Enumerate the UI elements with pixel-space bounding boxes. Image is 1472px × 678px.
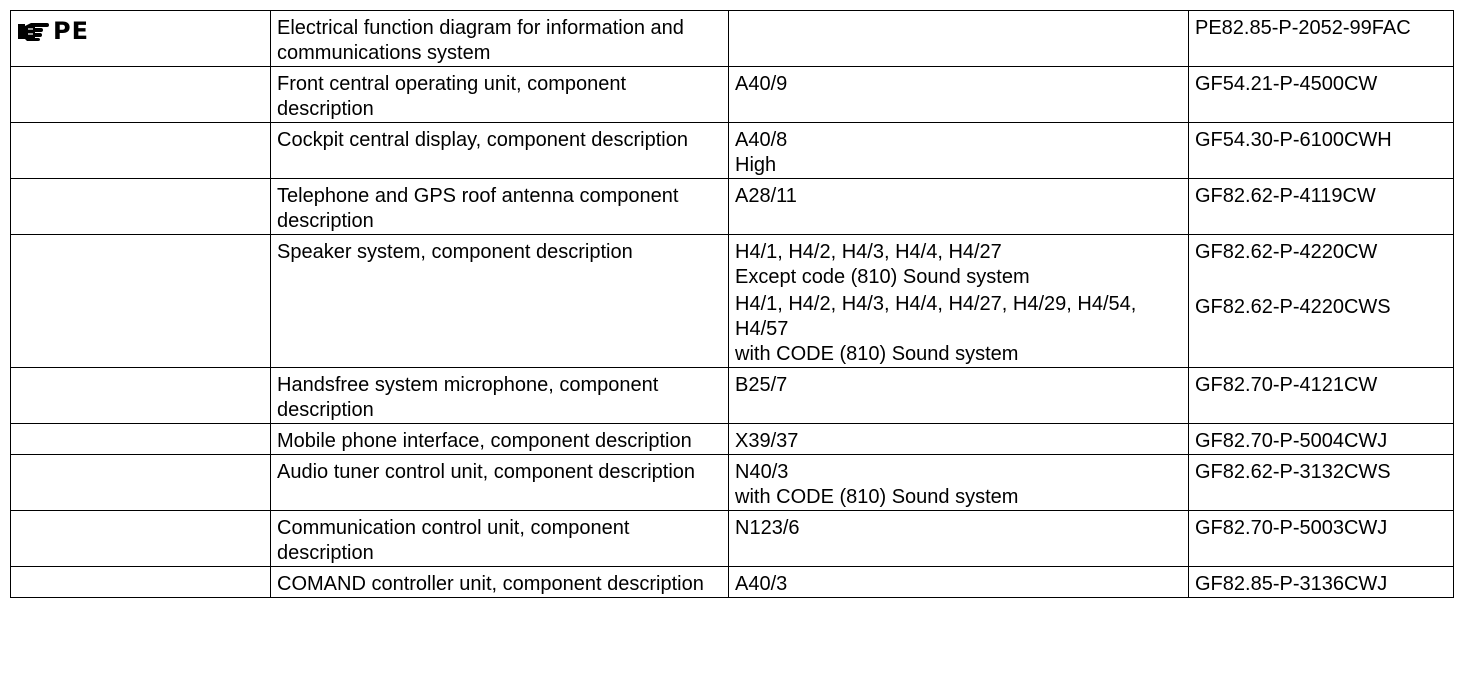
description-cell: COMAND controller unit, component description — [271, 567, 729, 598]
component-code-line: A40/9 — [735, 73, 788, 95]
table-row — [11, 11, 1454, 67]
component-code-block — [735, 72, 1182, 97]
row-marker-cell — [11, 567, 271, 598]
document-ref-link[interactable]: GF82.62-P-4220CW — [1195, 241, 1378, 263]
component-code-block — [735, 572, 1182, 597]
pointing-hand-icon — [17, 19, 49, 43]
component-code-cell — [729, 455, 1189, 511]
component-code-line: High — [735, 154, 777, 176]
table-row — [11, 123, 1454, 179]
row-marker-cell — [11, 235, 271, 368]
row-marker-cell — [11, 179, 271, 235]
component-code-line: A40/3 — [735, 573, 788, 595]
document-ref-link[interactable]: GF82.70-P-4121CW — [1195, 374, 1378, 396]
table-row — [11, 368, 1454, 424]
document-ref-link[interactable]: GF82.70-P-5004CWJ — [1195, 430, 1388, 452]
table-row — [11, 67, 1454, 123]
component-code-cell — [729, 511, 1189, 567]
component-code-block — [735, 184, 1182, 209]
pe-label: PE — [53, 17, 89, 45]
component-code-line: N40/3 — [735, 461, 789, 483]
row-marker-cell — [11, 123, 271, 179]
component-code-block — [735, 128, 1182, 178]
component-code-block — [735, 240, 1182, 290]
component-code-cell — [729, 235, 1189, 368]
document-ref-cell — [1189, 511, 1454, 567]
description-cell: Electrical function diagram for information and communications system — [271, 11, 729, 67]
component-code-block — [735, 516, 1182, 541]
document-ref-link[interactable]: GF54.30-P-6100CWH — [1195, 129, 1392, 151]
table-row — [11, 179, 1454, 235]
table-row — [11, 455, 1454, 511]
component-code-cell — [729, 567, 1189, 598]
component-code-block — [735, 429, 1182, 454]
component-code-cell — [729, 179, 1189, 235]
document-ref-cell — [1189, 368, 1454, 424]
document-ref-cell — [1189, 235, 1454, 368]
component-code-cell — [729, 368, 1189, 424]
row-marker-cell — [11, 424, 271, 455]
component-code-line: with CODE (810) Sound system — [735, 343, 1019, 365]
row-marker-cell — [11, 67, 271, 123]
component-code-line: H4/1, H4/2, H4/3, H4/4, H4/27 — [735, 241, 1002, 263]
document-ref-cell — [1189, 11, 1454, 67]
description-cell: Mobile phone interface, component description — [271, 424, 729, 455]
table-body — [11, 11, 1454, 598]
description-cell: Cockpit central display, component description — [271, 123, 729, 179]
table-row — [11, 511, 1454, 567]
component-code-line: X39/37 — [735, 430, 799, 452]
document-ref-link[interactable]: GF82.62-P-3132CWS — [1195, 461, 1391, 483]
row-marker-cell — [11, 368, 271, 424]
document-ref-cell — [1189, 455, 1454, 511]
component-code-block — [735, 373, 1182, 398]
component-code-cell — [729, 11, 1189, 67]
description-cell: Audio tuner control unit, component description — [271, 455, 729, 511]
pe-header — [17, 16, 264, 46]
document-ref-link[interactable]: GF82.62-P-4220CWS — [1195, 296, 1391, 318]
component-code-block — [735, 460, 1182, 510]
document-ref-cell — [1189, 67, 1454, 123]
component-code-line: A40/8 — [735, 129, 788, 151]
description-cell: Speaker system, component description — [271, 235, 729, 368]
row-marker-cell — [11, 11, 271, 67]
table-row — [11, 424, 1454, 455]
description-cell: Telephone and GPS roof antenna component description — [271, 179, 729, 235]
component-code-cell — [729, 424, 1189, 455]
document-ref-link[interactable]: GF54.21-P-4500CW — [1195, 73, 1378, 95]
row-marker-cell — [11, 511, 271, 567]
table-row — [11, 567, 1454, 598]
document-ref-cell — [1189, 567, 1454, 598]
component-code-line: N123/6 — [735, 517, 800, 539]
component-code-cell — [729, 123, 1189, 179]
component-code-line: A28/11 — [735, 185, 797, 207]
reference-table — [10, 10, 1454, 598]
document-ref-cell — [1189, 123, 1454, 179]
component-code-line: Except code (810) Sound system — [735, 266, 1030, 288]
description-cell: Communication control unit, component description — [271, 511, 729, 567]
description-cell: Front central operating unit, component description — [271, 67, 729, 123]
document-ref-link[interactable]: GF82.85-P-3136CWJ — [1195, 573, 1388, 595]
document-ref-link[interactable]: PE82.85-P-2052-99FAC — [1195, 17, 1411, 39]
component-code-cell — [729, 67, 1189, 123]
document-ref-cell — [1189, 179, 1454, 235]
component-code-line: B25/7 — [735, 374, 788, 396]
document-ref-link[interactable]: GF82.70-P-5003CWJ — [1195, 517, 1388, 539]
row-marker-cell — [11, 455, 271, 511]
description-cell: Handsfree system microphone, component description — [271, 368, 729, 424]
document-ref-cell — [1189, 424, 1454, 455]
component-code-line: H4/1, H4/2, H4/3, H4/4, H4/27, H4/29, H4/54, H4/57 — [735, 293, 1137, 340]
component-code-line: with CODE (810) Sound system — [735, 486, 1019, 508]
document-ref-link[interactable]: GF82.62-P-4119CW — [1195, 185, 1376, 207]
component-code-block — [735, 292, 1182, 367]
table-row — [11, 235, 1454, 368]
